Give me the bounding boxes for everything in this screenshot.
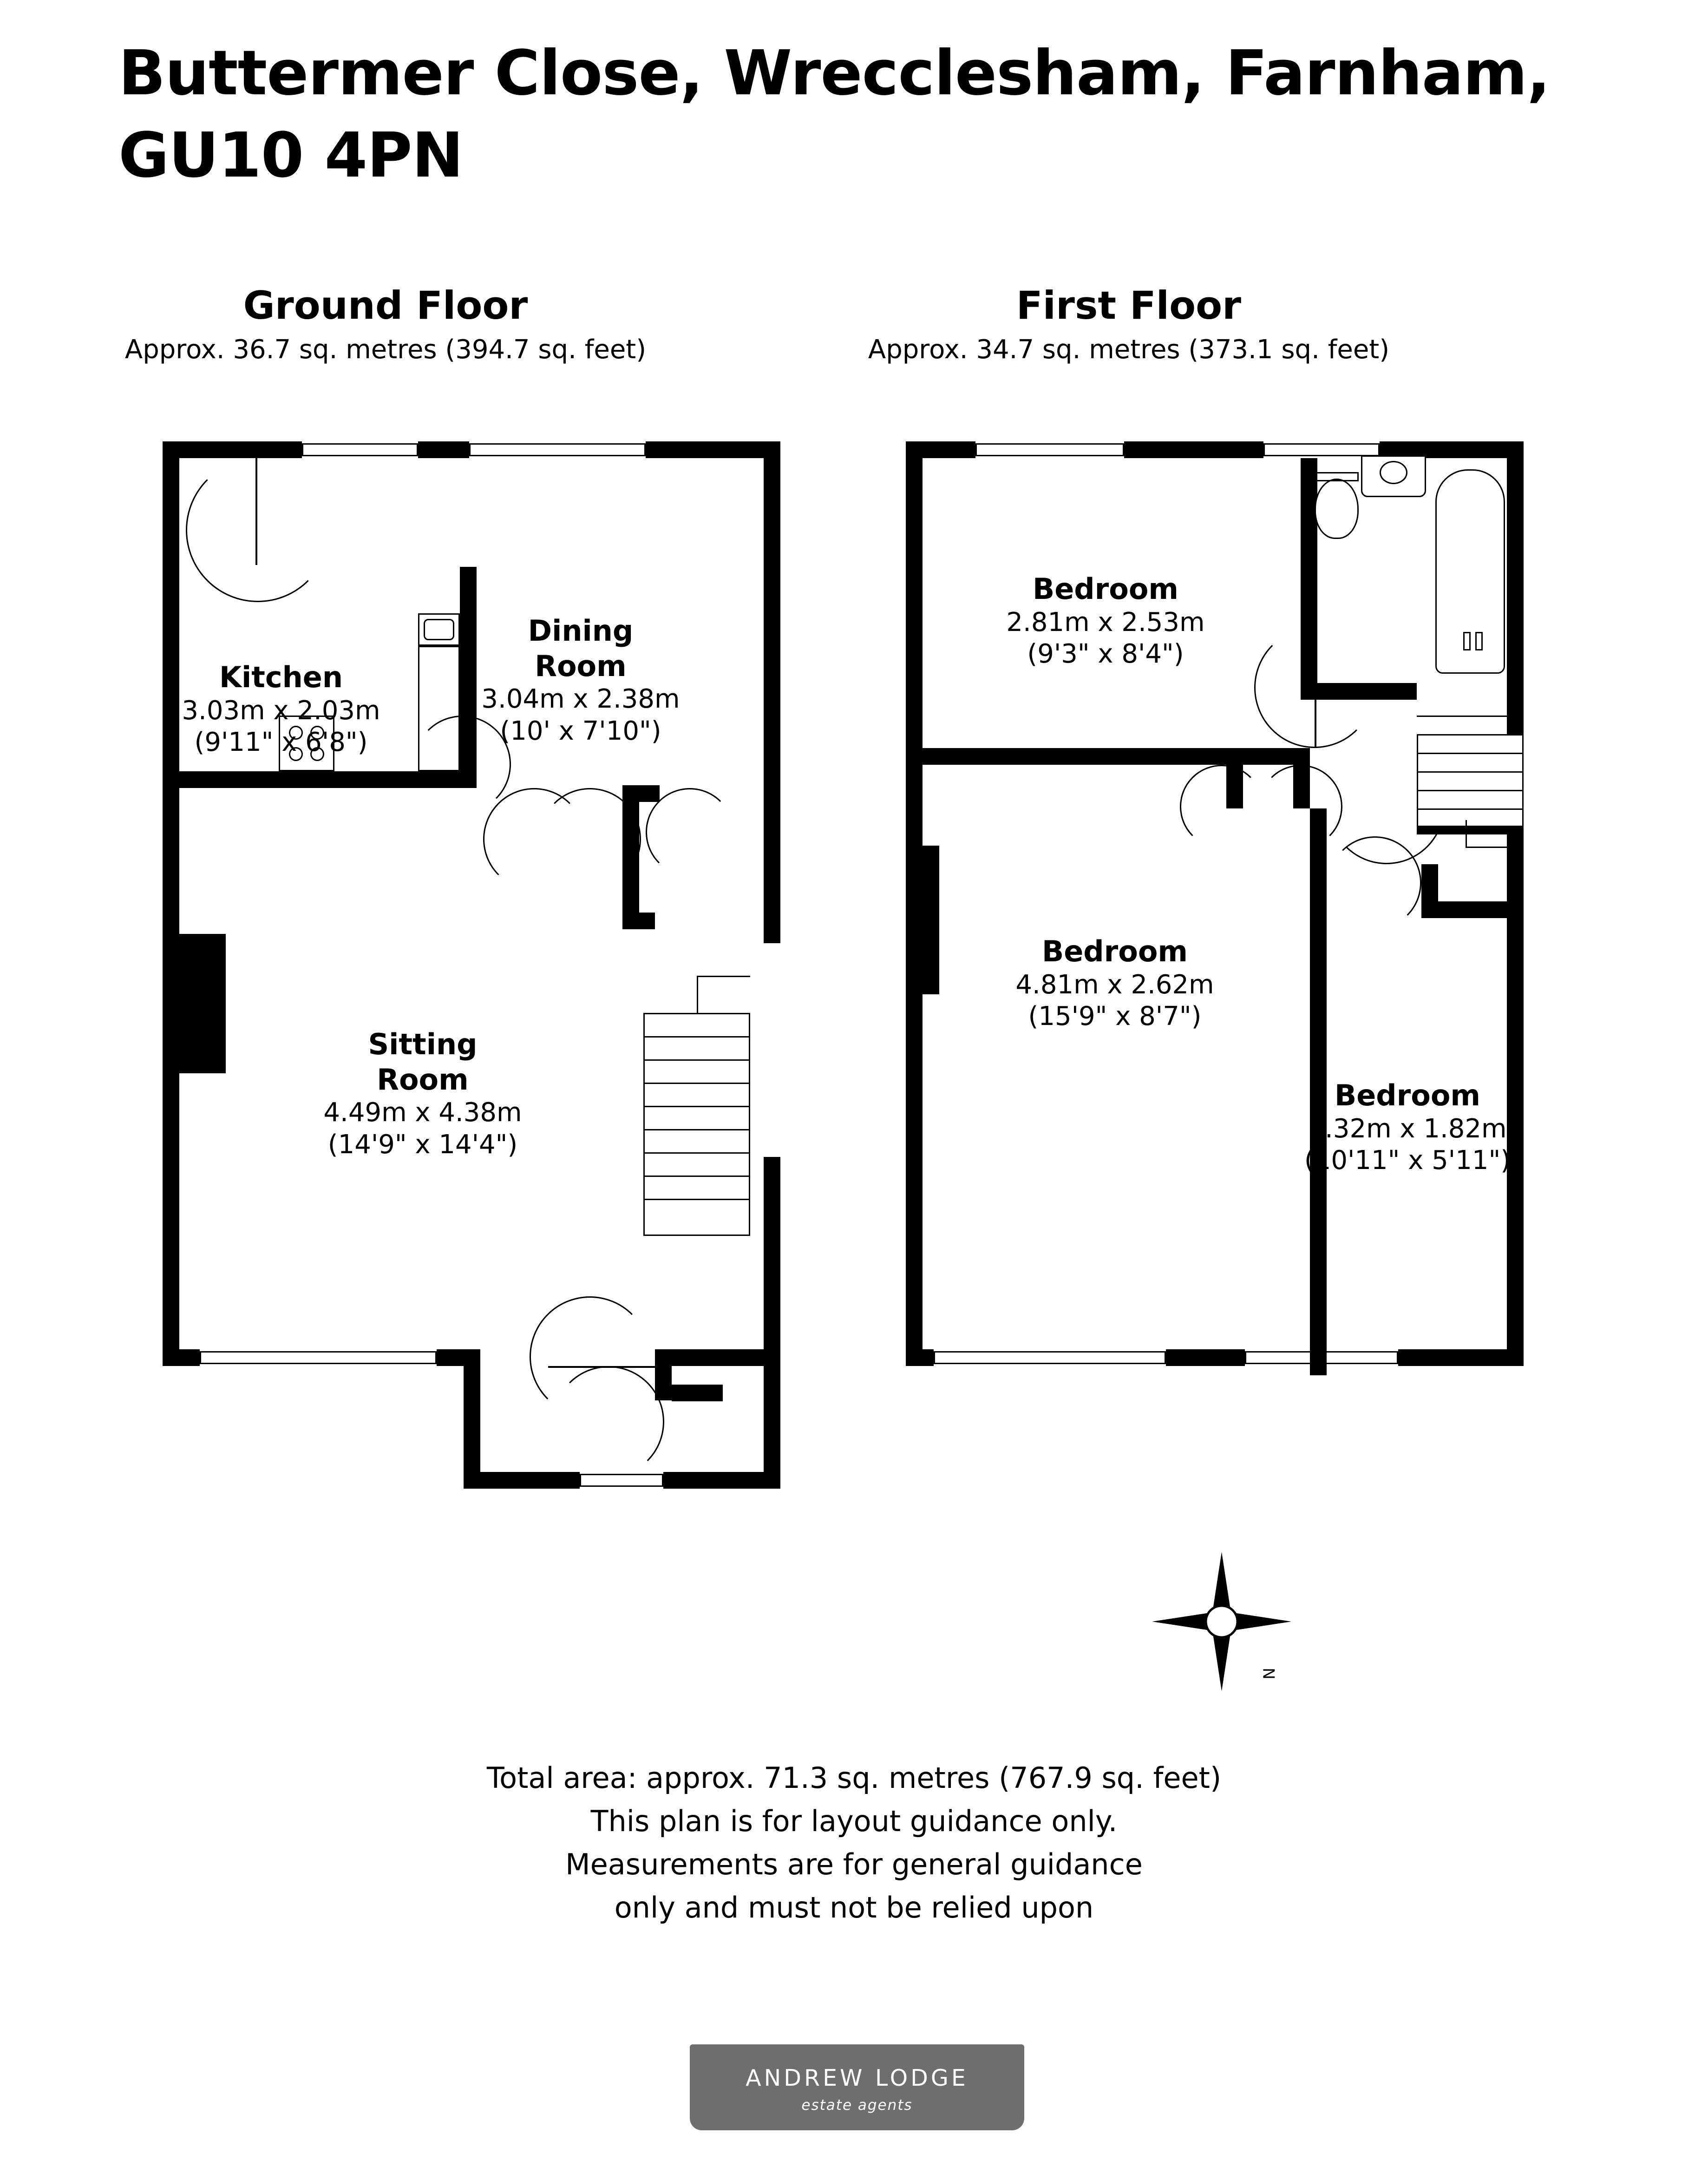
- wall-internal-hall-top: [622, 785, 660, 802]
- room-label-sitting: Sitting Room 4.49m x 4.38m (14'9" x 14'4"): [323, 1027, 522, 1160]
- stair-tread: [643, 1083, 750, 1084]
- window-bathroom-top: [1263, 443, 1380, 456]
- stair-direction-arrow: [697, 976, 750, 977]
- stair-tread: [1417, 771, 1524, 773]
- bath-taps-icon: [1463, 632, 1471, 650]
- stair-tread: [1417, 753, 1524, 754]
- window-sitting-bottom: [200, 1351, 437, 1364]
- ground-floor-heading: [46, 283, 725, 369]
- room-label-kitchen: Kitchen 3.03m x 2.03m (9'11" x 6'8"): [182, 660, 380, 757]
- door-dining-arc-right: [539, 788, 641, 890]
- room-label-bedroom-1: Bedroom 2.81m x 2.53m (9'3" x 8'4"): [1006, 572, 1205, 669]
- footer-notes: [0, 1756, 1708, 1929]
- wall-right-lower: [764, 1157, 780, 1380]
- agent-logo-name: ANDREW LODGE: [746, 2065, 969, 2091]
- wall-porch-bottom-right: [663, 1472, 779, 1489]
- room-label-dining: Dining Room 3.04m x 2.38m (10' x 7'10"): [481, 614, 680, 746]
- compass-north-label: N: [1259, 1668, 1278, 1680]
- ff-wall-left: [906, 441, 923, 1366]
- ground-floor-title: Ground Floor: [243, 283, 528, 328]
- toilet-fixture: [1315, 479, 1359, 539]
- wall-bottom-right: [655, 1349, 780, 1366]
- door-bedroom3-arc: [1328, 836, 1421, 929]
- wall-porch-right: [764, 1349, 780, 1489]
- room-label-bedroom-3: Bedroom 3.32m x 1.82m (10'11" x 5'11"): [1304, 1078, 1511, 1176]
- stair-landing-edge: [1417, 716, 1524, 717]
- ff-wall-bottom-mid: [1166, 1349, 1245, 1366]
- ground-floor-area: Approx. 36.7 sq. metres (394.7 sq. feet): [124, 335, 647, 365]
- ground-floor-plan: [139, 427, 836, 1728]
- wall-bottom-left: [163, 1349, 200, 1366]
- bath-taps-icon: [1475, 632, 1483, 650]
- wall-top-right: [646, 441, 780, 458]
- kitchen-sink-icon: [424, 619, 454, 640]
- ff-wall-bed3-stub: [1421, 864, 1438, 915]
- agent-logo-tagline: estate agents: [801, 2097, 913, 2114]
- wall-porch-inner-stub: [655, 1349, 672, 1400]
- wall-right-upper: [764, 441, 780, 943]
- door-bedroom1-leaf: [1315, 688, 1316, 748]
- ff-wall-bottom-right: [1398, 1349, 1524, 1366]
- stair-tread: [1417, 790, 1524, 791]
- ff-wall-landing-top: [923, 748, 1234, 765]
- chimney-breast: [179, 934, 226, 1073]
- stair-tread: [1417, 808, 1524, 810]
- stair-tread: [643, 1106, 750, 1107]
- first-floor-heading: [790, 283, 1468, 369]
- window-bedroom1-top: [975, 443, 1124, 456]
- wall-porch-bottom-left: [464, 1472, 580, 1489]
- footer-line-guidance-3: only and must not be relied upon: [614, 1891, 1094, 1924]
- wall-left-lower: [163, 785, 179, 1366]
- basin-bowl-icon: [1380, 461, 1407, 484]
- wall-internal-hall-mid: [622, 913, 655, 929]
- stair-tread: [643, 1059, 750, 1061]
- stair-tread: [643, 1199, 750, 1200]
- staircase: [643, 1013, 750, 1236]
- door-sitting-arc: [530, 1296, 650, 1417]
- wall-porch-inner-stub2: [672, 1385, 723, 1401]
- staircase-first: [1417, 734, 1524, 827]
- stair-direction-line: [697, 976, 698, 1013]
- first-floor-title: First Floor: [1016, 283, 1242, 328]
- ff-wall-bed2-left-stub: [923, 846, 939, 994]
- wall-porch-left: [464, 1349, 480, 1489]
- compass-rose: [1152, 1552, 1291, 1691]
- door-hall-arc: [646, 788, 734, 876]
- window-kitchen-top: [302, 443, 418, 456]
- door-front-arc: [186, 458, 330, 602]
- toilet-cistern-icon: [1315, 472, 1359, 481]
- wall-top-mid: [418, 441, 469, 458]
- stair-tread: [643, 1036, 750, 1038]
- window-dining-top: [469, 443, 646, 456]
- stair-tread: [643, 1176, 750, 1177]
- ff-wall-top-mid: [1124, 441, 1263, 458]
- room-label-bedroom-2: Bedroom 4.81m x 2.62m (15'9" x 8'7"): [1015, 934, 1214, 1031]
- ff-wall-bottom-left: [906, 1349, 934, 1366]
- stair-tread: [643, 1129, 750, 1130]
- door-landing-arc-left: [1180, 765, 1263, 848]
- first-floor-area: Approx. 34.7 sq. metres (373.1 sq. feet): [868, 335, 1390, 365]
- footer-line-guidance-1: This plan is for layout guidance only.: [590, 1804, 1118, 1838]
- window-bedroom2-bottom: [934, 1351, 1166, 1364]
- stair-direction-arrow: [1466, 847, 1517, 848]
- stair-direction-line: [1466, 820, 1467, 848]
- wall-top-left: [163, 441, 302, 458]
- footer-line-guidance-2: Measurements are for general guidance: [565, 1847, 1143, 1881]
- first-floor-plan: [883, 427, 1579, 1728]
- page-title: Buttermer Close, Wrecclesham, Farnham, GU10 4PN: [118, 38, 1550, 191]
- stair-tread: [643, 1152, 750, 1154]
- agent-logo[interactable]: [690, 2044, 1024, 2130]
- footer-line-total-area: Total area: approx. 71.3 sq. metres (767.9 sq. feet): [486, 1761, 1222, 1795]
